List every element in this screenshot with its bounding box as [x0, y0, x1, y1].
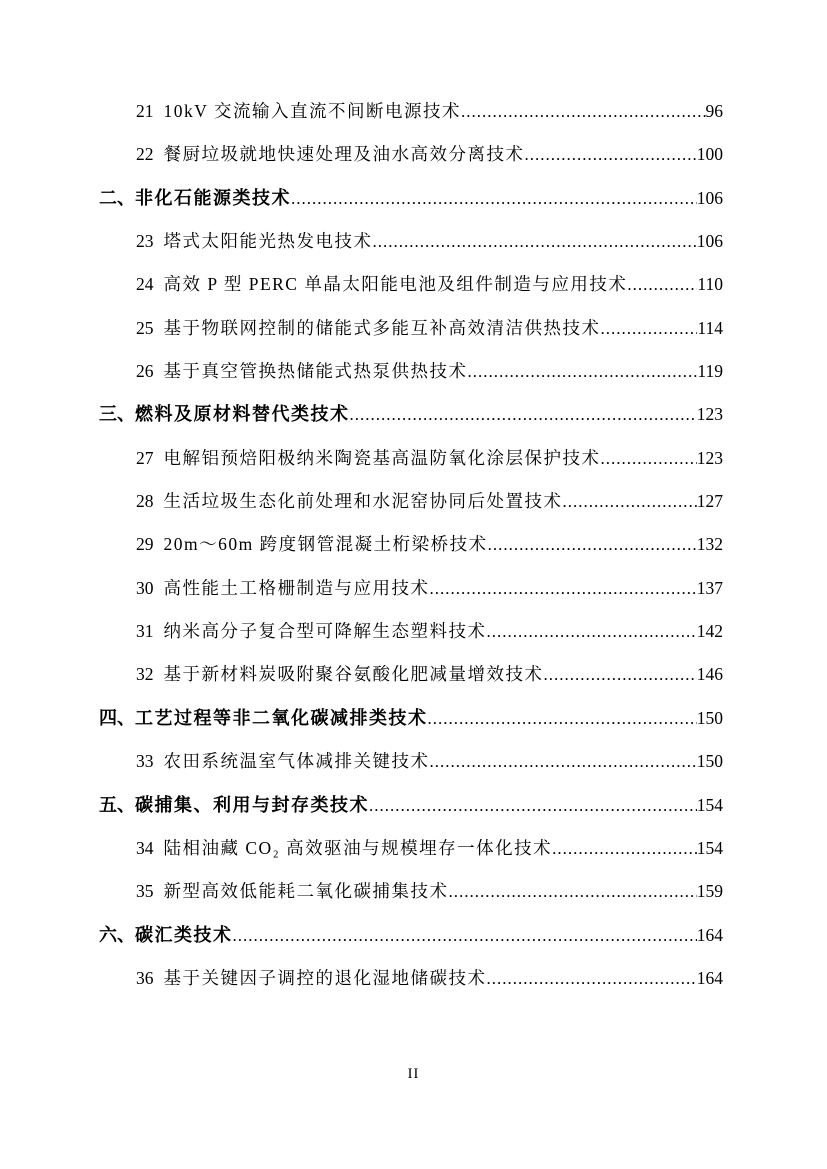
entry-number: 27 [136, 447, 154, 468]
dot-leader [430, 567, 697, 610]
dot-leader [552, 827, 697, 870]
table-of-contents [99, 90, 723, 1000]
toc-section-entry[interactable] [99, 393, 723, 436]
entry-page-number: 164 [696, 924, 723, 945]
entry-page-number: 119 [697, 361, 723, 382]
entry-page-number: 150 [696, 751, 723, 772]
entry-number: 25 [136, 317, 154, 338]
dot-leader [487, 610, 697, 653]
entry-title: 陆相油藏 CO₂ 高效驱油与规模埋存一体化技术 [163, 837, 553, 858]
toc-item-entry[interactable] [99, 870, 723, 913]
toc-item-entry[interactable] [99, 133, 723, 176]
footer-page-number: II [407, 1066, 420, 1082]
entry-title: 基于真空管换热储能式热泵供热技术 [163, 361, 468, 382]
dot-leader [369, 784, 697, 827]
entry-number: 二、 [99, 187, 135, 208]
entry-title: 基于新材料炭吸附聚谷氨酸化肥减量增效技术 [163, 664, 544, 685]
entry-page-number: 150 [696, 707, 723, 728]
entry-page-number: 154 [696, 794, 723, 815]
entry-number: 六、 [99, 924, 135, 945]
dot-leader [428, 697, 697, 740]
toc-item-entry[interactable] [99, 480, 723, 523]
entry-number: 五、 [99, 794, 135, 815]
toc-section-entry[interactable] [99, 914, 723, 957]
entry-title: 基于物联网控制的储能式多能互补高效清洁供热技术 [163, 317, 601, 338]
entry-title: 塔式太阳能光热发电技术 [163, 231, 373, 252]
entry-title: 纳米高分子复合型可降解生态塑料技术 [163, 621, 487, 642]
toc-item-entry[interactable] [99, 220, 723, 263]
entry-number: 22 [136, 144, 154, 165]
entry-number: 四、 [99, 707, 135, 728]
dot-leader [488, 523, 697, 566]
dot-leader [291, 177, 697, 220]
entry-title: 20m～60m 跨度钢管混凝土桁梁桥技术 [163, 534, 488, 555]
dot-leader [350, 393, 697, 436]
toc-section-entry[interactable] [99, 697, 723, 740]
entry-page-number: 164 [696, 967, 723, 988]
entry-number: 36 [136, 967, 154, 988]
dot-leader [544, 653, 697, 696]
entry-number: 35 [136, 881, 154, 902]
entry-page-number: 106 [696, 231, 723, 252]
entry-number: 24 [136, 274, 154, 295]
entry-page-number: 123 [696, 404, 723, 425]
toc-item-entry[interactable] [99, 827, 723, 870]
dot-leader [461, 90, 706, 133]
entry-title: 碳捕集、利用与封存类技术 [135, 794, 369, 815]
toc-item-entry[interactable] [99, 653, 723, 696]
dot-leader [487, 957, 697, 1000]
entry-title: 农田系统温室气体减排关键技术 [163, 751, 430, 772]
dot-leader [468, 350, 698, 393]
toc-item-entry[interactable] [99, 567, 723, 610]
entry-number: 26 [136, 361, 154, 382]
entry-number: 29 [136, 534, 154, 555]
dot-leader [627, 263, 697, 306]
dot-leader [373, 220, 697, 263]
dot-leader [449, 870, 697, 913]
entry-title: 工艺过程等非二氧化碳减排类技术 [135, 707, 428, 728]
toc-item-entry[interactable] [99, 263, 723, 306]
entry-number: 33 [136, 751, 154, 772]
entry-page-number: 137 [696, 577, 723, 598]
entry-page-number: 159 [696, 881, 723, 902]
entry-number: 31 [136, 621, 154, 642]
entry-page-number: 114 [697, 317, 723, 338]
entry-page-number: 106 [696, 187, 723, 208]
entry-number: 30 [136, 577, 154, 598]
entry-title: 基于关键因子调控的退化湿地储碳技术 [163, 967, 487, 988]
entry-title: 餐厨垃圾就地快速处理及油水高效分离技术 [163, 144, 525, 165]
toc-item-entry[interactable] [99, 523, 723, 566]
entry-title: 新型高效低能耗二氧化碳捕集技术 [163, 881, 449, 902]
entry-page-number: 154 [696, 837, 723, 858]
dot-leader [430, 740, 697, 783]
toc-item-entry[interactable] [99, 307, 723, 350]
dot-leader [601, 307, 698, 350]
entry-page-number: 110 [697, 274, 723, 295]
entry-page-number: 127 [696, 491, 723, 512]
dot-leader [563, 480, 697, 523]
entry-number: 三、 [99, 404, 135, 425]
toc-item-entry[interactable] [99, 610, 723, 653]
entry-title: 电解铝预焙阳极纳米陶瓷基高温防氧化涂层保护技术 [163, 447, 601, 468]
entry-title: 碳汇类技术 [135, 924, 233, 945]
dot-leader [233, 914, 697, 957]
toc-item-entry[interactable] [99, 740, 723, 783]
entry-title: 高性能土工格栅制造与应用技术 [163, 577, 430, 598]
dot-leader [601, 437, 697, 480]
entry-title: 燃料及原材料替代类技术 [135, 404, 350, 425]
toc-item-entry[interactable] [99, 957, 723, 1000]
entry-page-number: 123 [696, 447, 723, 468]
entry-title: 10kV 交流输入直流不间断电源技术 [163, 101, 461, 121]
entry-page-number: 100 [696, 144, 723, 165]
entry-page-number: 96 [705, 101, 723, 121]
entry-page-number: 132 [696, 534, 723, 555]
entry-title: 生活垃圾生态化前处理和水泥窑协同后处置技术 [163, 491, 563, 512]
toc-item-entry[interactable] [99, 437, 723, 480]
toc-item-entry[interactable] [99, 350, 723, 393]
entry-number: 34 [136, 837, 154, 858]
entry-number: 21 [136, 101, 154, 121]
entry-page-number: 146 [696, 664, 723, 685]
entry-number: 23 [136, 231, 154, 252]
toc-section-entry[interactable] [99, 177, 723, 220]
toc-section-entry[interactable] [99, 784, 723, 827]
toc-item-entry[interactable] [99, 90, 723, 133]
entry-page-number: 142 [696, 621, 723, 642]
entry-number: 32 [136, 664, 154, 685]
entry-title: 非化石能源类技术 [135, 187, 291, 208]
entry-number: 28 [136, 491, 154, 512]
dot-leader [525, 133, 697, 176]
entry-title: 高效 P 型 PERC 单晶太阳能电池及组件制造与应用技术 [163, 274, 628, 295]
